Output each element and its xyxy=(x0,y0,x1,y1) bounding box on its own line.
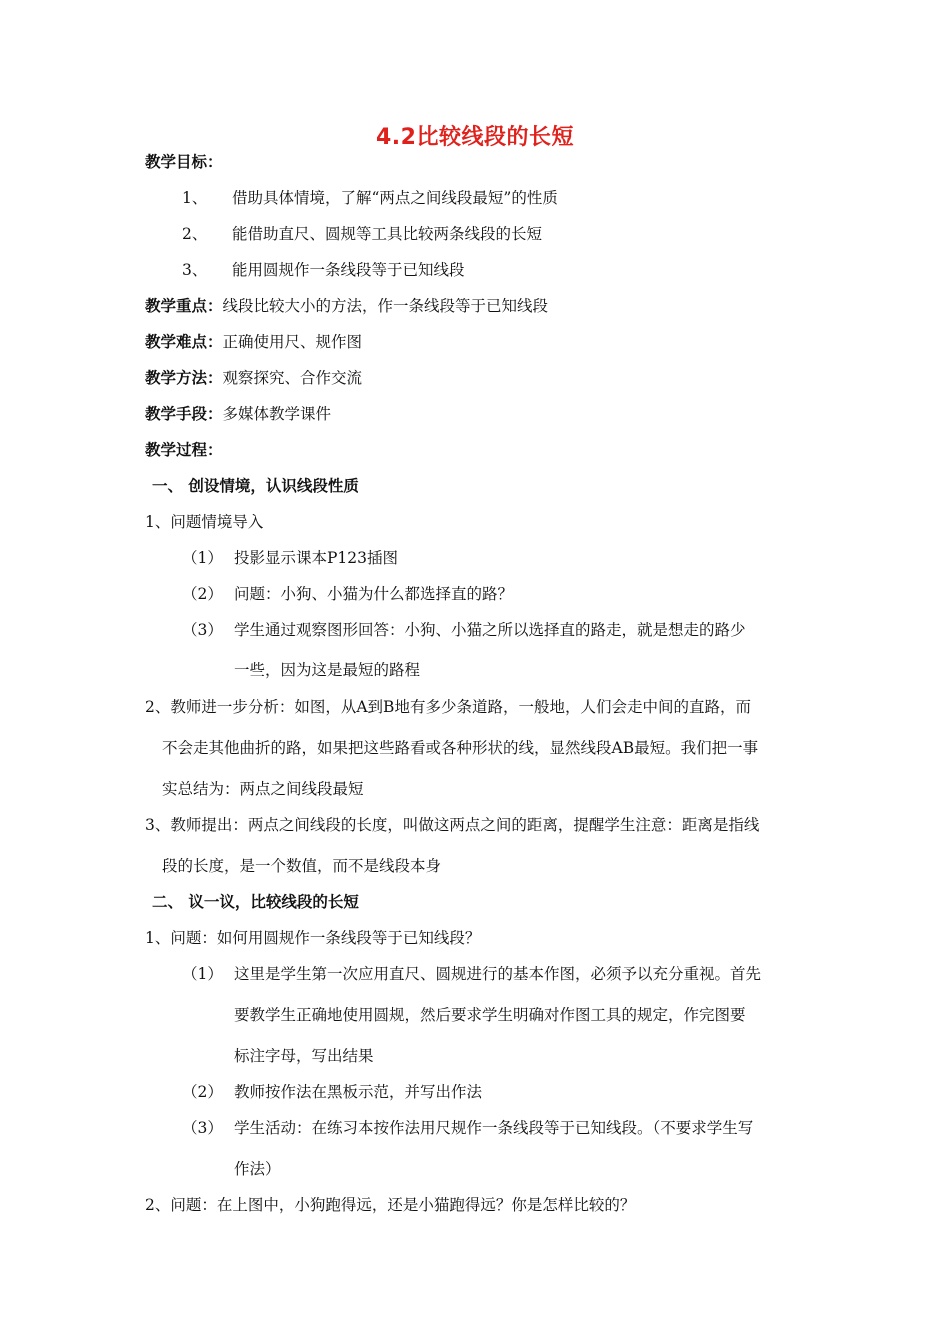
paragraph-line: 2、教师进一步分析：如图，从A到B地有多少条道路，一般地，人们会走中间的直路，而 xyxy=(145,698,751,716)
objectives-label: 教学目标： xyxy=(145,153,223,171)
sub-item-text: 问题：小狗、小猫为什么都选择直的路？ xyxy=(234,585,514,603)
sub-item-number: （2） xyxy=(182,585,223,603)
difficulties-row xyxy=(145,332,362,352)
key-points-text: 线段比较大小的方法，作一条线段等于已知线段 xyxy=(222,297,549,315)
difficulties-text: 正确使用尺、规作图 xyxy=(222,333,363,351)
sub-item xyxy=(182,584,513,604)
sub-item xyxy=(182,1118,753,1138)
key-points-label: 教学重点： xyxy=(145,297,223,315)
methods-row xyxy=(145,368,362,388)
objective-text: 能借助直尺、圆规等工具比较两条线段的长短 xyxy=(232,225,543,243)
methods-label: 教学方法： xyxy=(145,369,223,387)
objective-text: 借助具体情境，了解“两点之间线段最短”的性质 xyxy=(232,189,558,207)
sub-item-continuation: 作法） xyxy=(234,1160,281,1178)
section-item: 2、问题：在上图中，小狗跑得远，还是小猫跑得远？你是怎样比较的？ xyxy=(145,1196,636,1214)
key-points-row xyxy=(145,296,548,316)
paragraph-line: 不会走其他曲折的路，如果把这些路看或各种形状的线，显然线段AB最短。我们把一事 xyxy=(162,739,759,757)
sub-item-number: （1） xyxy=(182,549,223,567)
sub-item-text: 教师按作法在黑板示范，并写出作法 xyxy=(234,1083,483,1101)
sub-item-continuation: 要教学生正确地使用圆规，然后要求学生明确对作图工具的规定，作完图要 xyxy=(234,1006,746,1024)
means-row xyxy=(145,404,331,424)
means-text: 多媒体教学课件 xyxy=(222,405,332,423)
section-item: 1、问题：如何用圆规作一条线段等于已知线段？ xyxy=(145,929,481,947)
sub-item xyxy=(182,620,746,640)
sub-item-number: （3） xyxy=(182,1119,223,1137)
section-heading: 一、 创设情境，认识线段性质 xyxy=(152,477,359,495)
sub-item-continuation: 一些，因为这是最短的路程 xyxy=(234,661,421,679)
sub-item xyxy=(182,1082,482,1102)
difficulties-label: 教学难点： xyxy=(145,333,223,351)
section-heading: 二、 议一议，比较线段的长短 xyxy=(152,893,359,911)
objective-number: 1、 xyxy=(182,189,208,207)
paragraph-line: 3、教师提出：两点之间线段的长度，叫做这两点之间的距离，提醒学生注意：距离是指线 xyxy=(145,816,760,834)
sub-item-continuation: 标注字母，写出结果 xyxy=(234,1047,374,1065)
sub-item-text: 学生通过观察图形回答：小狗、小猫之所以选择直的路走，就是想走的路少 xyxy=(234,621,746,639)
paragraph-line: 实总结为：两点之间线段最短 xyxy=(162,780,364,798)
sub-item xyxy=(182,964,761,984)
objective-number: 3、 xyxy=(182,261,208,279)
page-title: 4.2比较线段的长短 xyxy=(376,125,574,150)
objective-number: 2、 xyxy=(182,225,208,243)
objective-item xyxy=(182,188,558,208)
paragraph-line: 段的长度，是一个数值，而不是线段本身 xyxy=(162,857,442,875)
sub-item-text: 学生活动：在练习本按作法用尺规作一条线段等于已知线段。（不要求学生写 xyxy=(234,1119,754,1137)
sub-item-number: （1） xyxy=(182,965,223,983)
process-label: 教学过程： xyxy=(145,441,223,459)
sub-item-number: （2） xyxy=(182,1083,223,1101)
sub-item-text: 投影显示课本P123插图 xyxy=(234,549,399,567)
sub-item xyxy=(182,548,398,568)
methods-text: 观察探究、合作交流 xyxy=(222,369,363,387)
objective-item xyxy=(182,224,542,244)
objective-item xyxy=(182,260,465,280)
objective-text: 能用圆规作一条线段等于已知线段 xyxy=(232,261,465,279)
means-label: 教学手段： xyxy=(145,405,223,423)
sub-item-text: 这里是学生第一次应用直尺、圆规进行的基本作图，必须予以充分重视。首先 xyxy=(234,965,762,983)
sub-item-number: （3） xyxy=(182,621,223,639)
section-item: 1、问题情境导入 xyxy=(145,513,264,531)
